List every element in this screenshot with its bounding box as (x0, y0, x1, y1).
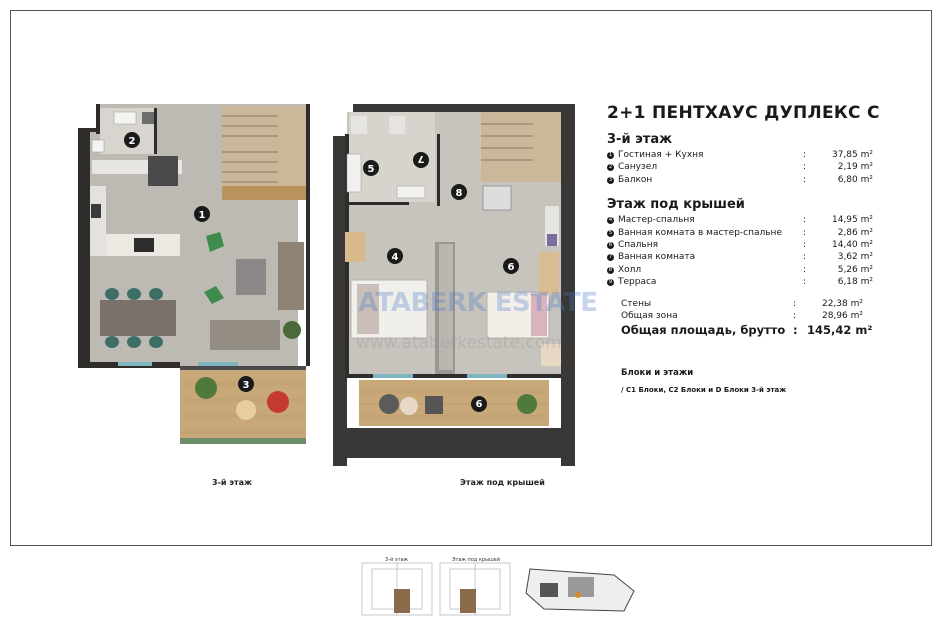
list-item (607, 251, 877, 263)
plan1-label-3: 3 (242, 380, 250, 391)
list-item (607, 239, 877, 251)
gross-area: 145,42 m² (807, 323, 873, 338)
plan1-label-2: 2 (128, 136, 136, 147)
room-number-badge: 4 (608, 217, 613, 224)
room-name: Гостиная + Кухня (618, 150, 704, 160)
room-number-badge: 3 (608, 176, 613, 183)
page-title: 2+1 ПЕНТХАУС ДУПЛЕКС С (607, 103, 880, 123)
plan1-dining-table (100, 300, 176, 336)
separator: : (803, 215, 807, 226)
mini-key-plans (354, 553, 644, 623)
separator: : (793, 298, 797, 309)
room-area: 3,62 m² (837, 252, 873, 263)
list-item (607, 227, 877, 239)
separator: : (803, 227, 807, 238)
room-number-badge: 5 (608, 229, 613, 236)
floor-plan-roof-floor (333, 104, 575, 466)
mini-caption-2: Этаж под крышей (452, 557, 500, 563)
room-name: Балкон (618, 174, 653, 185)
room-name: Мастер-спальня (618, 215, 695, 226)
list-item (607, 161, 877, 173)
plan2-stairs (481, 112, 561, 182)
blocks-text: / C1 Блоки, C2 Блоки и D Блоки 3-й этаж (621, 386, 787, 395)
room-area: 14,95 m² (831, 215, 873, 226)
list-item (607, 214, 877, 226)
separator: : (793, 311, 797, 322)
room-name: Спальня (618, 240, 659, 251)
room-number-badge: 7 (608, 254, 613, 261)
total-row (621, 298, 877, 310)
room-name: Терраса (618, 277, 657, 288)
info-panel (607, 103, 880, 395)
separator: : (793, 323, 798, 338)
room-name: Ванная комната в мастер-спальне (618, 227, 782, 238)
room-number-badge: 6 (608, 242, 613, 249)
room-area: 6,80 m² (837, 174, 873, 185)
plan1-caption: 3-й этаж (212, 478, 253, 487)
plan1-wall-left (78, 128, 90, 366)
floor1-heading: 3-й этаж (607, 132, 673, 147)
room-number-badge: 8 (608, 266, 613, 273)
room-number-badge: 9 (608, 279, 613, 286)
plan2-label-4: 4 (391, 252, 399, 263)
plan1-label-1: 1 (198, 210, 206, 221)
room-area: 2,86 m² (837, 227, 873, 238)
room-number-badge: 1 (608, 152, 613, 158)
separator: : (803, 240, 807, 251)
room-area: 37,85 m² (831, 150, 873, 160)
blocks-title: Блоки и этажи (621, 368, 694, 379)
list-item (607, 264, 877, 276)
total-area: 28,96 m² (821, 311, 863, 322)
separator: : (803, 252, 807, 263)
plan2-label-6: 6 (507, 262, 515, 273)
total-name: Общая зона (621, 311, 678, 322)
room-name: Санузел (618, 162, 658, 173)
list-item (607, 149, 877, 161)
floor1-room-list (607, 149, 877, 186)
blocks-section (607, 368, 877, 394)
plan2-label-9: 9 (475, 397, 483, 408)
plan1-stairs (222, 106, 306, 200)
mini-caption-1: 3-й этаж (385, 557, 409, 563)
floor-plan-3rd-floor (78, 104, 310, 446)
watermark-logo: ATABERK ESTATE (358, 288, 598, 318)
floor2-room-list (607, 214, 877, 288)
list-item (607, 174, 877, 186)
floor2-heading: Этаж под крышей (607, 197, 745, 213)
room-area: 14,40 m² (831, 240, 873, 251)
room-number-badge: 2 (608, 164, 613, 171)
separator: : (803, 264, 807, 275)
plan2-label-7: 7 (417, 153, 425, 164)
plan2-label-8: 8 (455, 188, 463, 199)
room-area: 5,26 m² (837, 264, 873, 275)
totals (607, 298, 877, 339)
plan2-label-5: 5 (367, 164, 375, 175)
plan1-coffee-table (236, 259, 266, 295)
separator: : (803, 150, 807, 160)
plan2-caption: Этаж под крышей (460, 478, 545, 487)
gross-name: Общая площадь, брутто (621, 323, 786, 338)
total-area: 22,38 m² (821, 298, 863, 309)
room-area: 2,19 m² (837, 162, 873, 173)
room-name: Холл (618, 264, 642, 275)
room-area: 6,18 m² (837, 277, 873, 288)
separator: : (803, 174, 807, 185)
total-row (621, 310, 877, 322)
list-item (607, 276, 877, 288)
separator: : (803, 162, 807, 173)
gross-total-row (621, 322, 877, 338)
room-name: Ванная комната (618, 252, 696, 263)
separator: : (803, 277, 807, 288)
watermark-url: www.ataberkestate.com (356, 333, 562, 353)
plan1-sofa (278, 242, 304, 310)
total-name: Стены (621, 298, 652, 309)
